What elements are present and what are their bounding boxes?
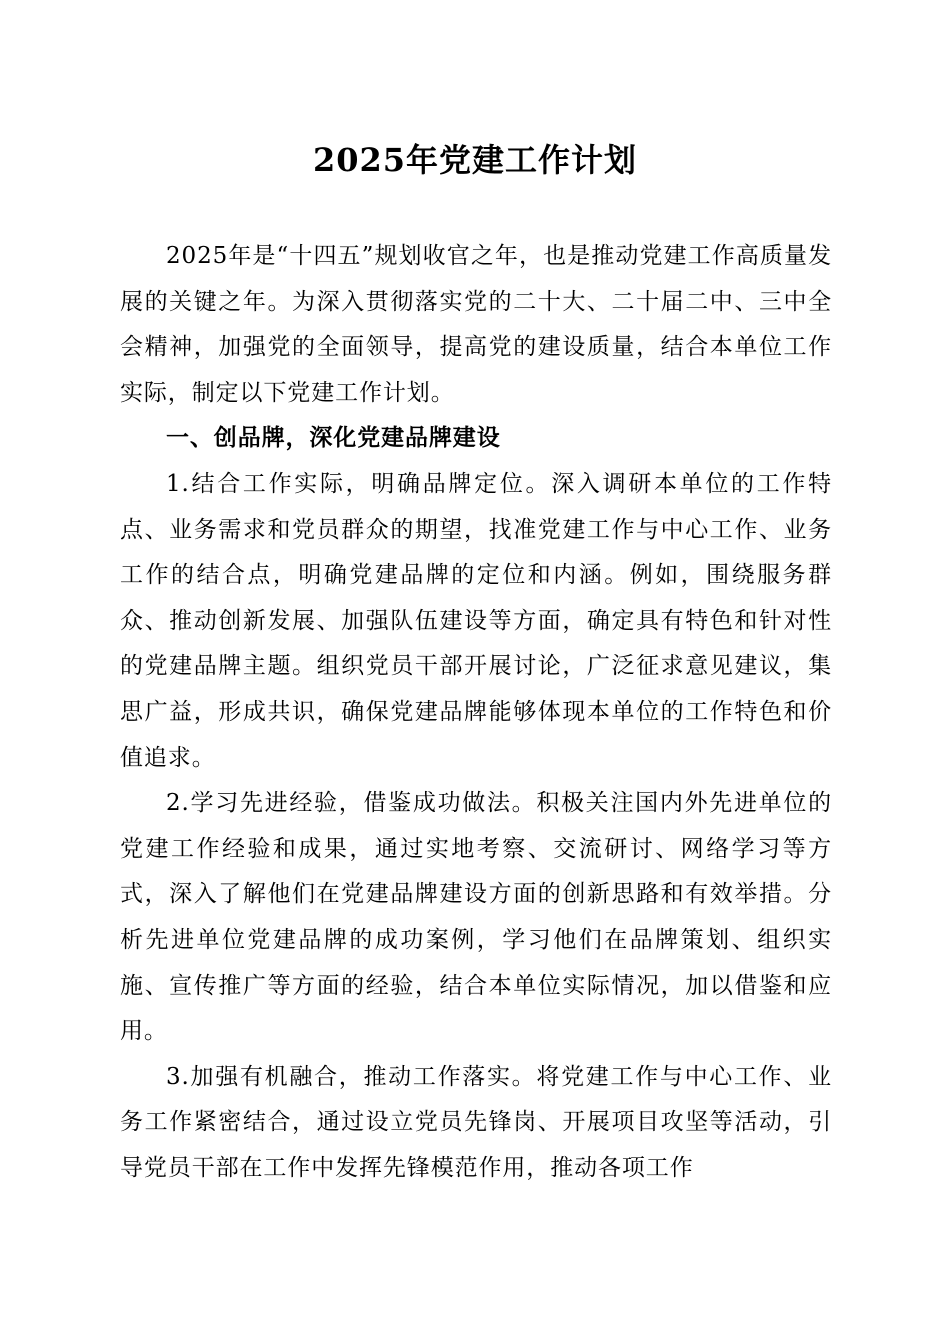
item-paragraph-2: 2.学习先进经验，借鉴成功做法。积极关注国内外先进单位的党建工作经验和成果，通过实地考察、交流研讨、网络学习等方式，深入了解他们在党建品牌建设方面的创新思路和有效举措。分析先进单位党建品牌的成功案例，学习他们在品牌策划、组织实施、宣传推广等方面的经验，结合本单位实际情况，加以借鉴和应用。 xyxy=(120,790,832,1045)
item-paragraph-1: 1.结合工作实际，明确品牌定位。深入调研本单位的工作特点、业务需求和党员群众的期望，找准党建工作与中心工作、业务工作的结合点，明确党建品牌的定位和内涵。例如，围绕服务群众、推动创新发展、加强队伍建设等方面，确定具有特色和针对性的党建品牌主题。组织党员干部开展讨论，广泛征求意见建议，集思广益，形成共识，确保党建品牌能够体现本单位的工作特色和价值追求。 xyxy=(120,470,832,771)
document-body xyxy=(120,234,832,1191)
section-heading-1: 一、创品牌，深化党建品牌建设 xyxy=(166,425,501,452)
intro-paragraph: 2025年是“十四五”规划收官之年，也是推动党建工作高质量发展的关键之年。为深入贯彻落实党的二十大、二十届二中、三中全会精神，加强党的全面领导，提高党的建设质量，结合本单位工作实际，制定以下党建工作计划。 xyxy=(120,243,832,406)
document-title: 2025年党建工作计划 xyxy=(312,141,638,179)
item-paragraph-3: 3.加强有机融合，推动工作落实。将党建工作与中心工作、业务工作紧密结合，通过设立党员先锋岗、开展项目攻坚等活动，引导党员干部在工作中发挥先锋模范作用，推动各项工作 xyxy=(120,1063,832,1181)
